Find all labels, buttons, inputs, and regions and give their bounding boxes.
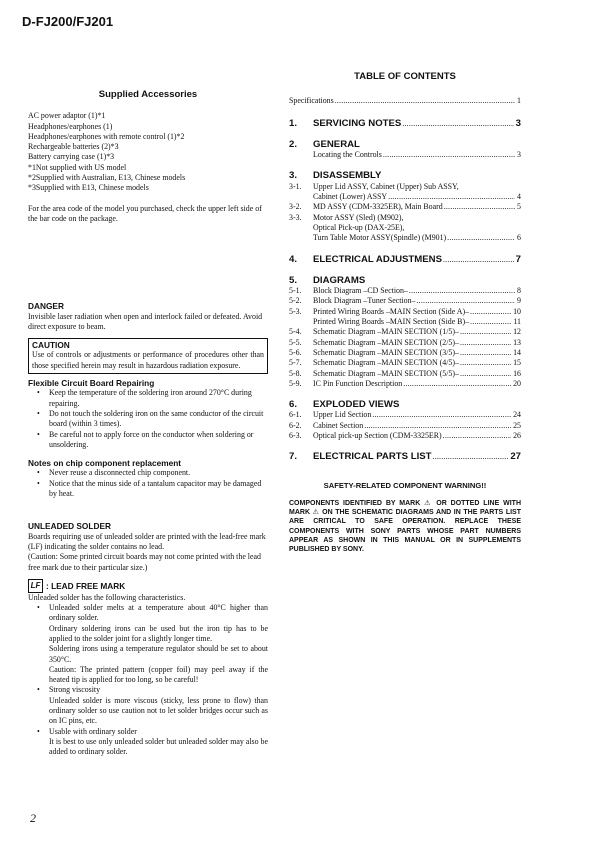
toc-page: 1 xyxy=(517,96,521,106)
toc-entry-label: Schematic Diagram –MAIN SECTION (1/5)– xyxy=(313,327,459,337)
toc-page: 7 xyxy=(515,253,521,265)
toc-entry-label: Optical pick-up Section (CDM-3325ER) xyxy=(313,431,442,441)
toc-entry-label: Specifications xyxy=(289,96,334,106)
toc-entry-number: 3-1. xyxy=(289,181,302,191)
toc-entry-label: Motor ASSY (Sled) (M902), xyxy=(313,212,404,222)
toc-entry-number: 5-1. xyxy=(289,286,302,296)
toc-leader-dots xyxy=(470,317,511,327)
toc-entry-label: MD ASSY (CDM-3325ER), Main Board xyxy=(313,202,443,212)
toc-section-number: 2. xyxy=(289,138,298,150)
area-code-note: For the area code of the model you purchased, check the upper left side of the bar code on the package. xyxy=(28,203,262,223)
page-number: 2 xyxy=(30,811,36,825)
toc-section-1[interactable] xyxy=(289,119,521,129)
toc-section-5[interactable] xyxy=(289,276,521,286)
chip-replace-list xyxy=(28,468,268,499)
toc-page: 15 xyxy=(513,358,521,368)
model-title: D-FJ200/FJ201 xyxy=(22,14,114,29)
bullet-item: • Notice that the minus side of a tantalum capacitor may be damaged by heat. xyxy=(28,479,268,500)
toc-leader-dots xyxy=(460,327,511,337)
toc-entry-label: Cabinet Section xyxy=(313,420,364,430)
bullet-item: • Strong viscosity xyxy=(28,685,268,695)
toc-leader-dots xyxy=(444,202,515,212)
toc-entry[interactable] xyxy=(289,410,521,420)
toc-leader-dots xyxy=(417,296,516,306)
toc-entry[interactable] xyxy=(289,338,521,348)
toc-page: 10 xyxy=(513,306,521,316)
toc-page: 6 xyxy=(517,233,521,243)
toc-entry-number: 5-4. xyxy=(289,327,302,337)
toc-entry-label: Turn Table Motor ASSY(Spindle) (M901) xyxy=(313,233,447,243)
toc-entry[interactable] xyxy=(289,327,521,337)
toc-entry-number: 5-7. xyxy=(289,358,302,368)
safety-text: COMPONENTS IDENTIFIED BY MARK ⚠ OR DOTTED LINE WITH MARK ⚠ ON THE SCHEMATIC DIAGRAMS AND IN THE PARTS LIST ARE CRITICAL TO SAFE OPERATION. REPLACE THESE COMPONENTS WITH SONY PARTS WHOSE PART NUMBERS APPEAR AS SHOWN IN THIS MANUAL OR IN SUPPLEMENTS PUBLISHED BY SONY. xyxy=(289,499,521,553)
lead-free-label: : LEAD FREE MARK xyxy=(46,580,126,591)
toc-leader-dots xyxy=(364,421,511,431)
toc-section-number: 4. xyxy=(289,253,298,265)
accessories-list xyxy=(28,111,268,193)
toc-entry-label: Schematic Diagram –MAIN SECTION (4/5)– xyxy=(313,358,459,368)
bullet-item: • Usable with ordinary solder xyxy=(28,727,268,737)
toc-entry[interactable] xyxy=(289,192,521,202)
left-column xyxy=(28,90,268,758)
unleaded-text-2: (Caution: Some printed circuit boards may not come printed with the lead free mark due to their particular size.) xyxy=(28,552,261,572)
toc-entry[interactable] xyxy=(289,307,521,317)
toc-page: 8 xyxy=(517,286,521,296)
unleaded-title: UNLEADED SOLDER xyxy=(28,521,111,532)
toc-entry[interactable] xyxy=(289,317,521,327)
danger-text: Invisible laser radiation when open and interlock failed or defeated. Avoid direct exposure to beam. xyxy=(28,311,263,331)
toc-leader-dots xyxy=(409,286,515,296)
toc-entry[interactable] xyxy=(289,369,521,379)
toc-page: 3 xyxy=(515,117,521,129)
toc-entry-label: Upper Lid Section xyxy=(313,410,372,420)
toc-section-3[interactable] xyxy=(289,171,521,181)
toc-section-6[interactable] xyxy=(289,400,521,410)
toc-entry-number: 5-2. xyxy=(289,296,302,306)
toc-sections xyxy=(289,107,521,463)
toc-entry[interactable] xyxy=(289,233,521,243)
unleaded-intro: Unleaded solder has the following characteristics. xyxy=(28,592,186,602)
toc-entry-number: 3-3. xyxy=(289,212,302,222)
toc-entry-label: Block Diagram –Tuner Section– xyxy=(313,296,416,306)
toc-section-number: 3. xyxy=(289,170,298,182)
safety-title: SAFETY-RELATED COMPONENT WARNING!! xyxy=(323,480,487,490)
bullet-item: • Be careful not to apply force on the conductor when soldering or unsoldering. xyxy=(28,430,268,451)
toc-section-7[interactable] xyxy=(289,452,521,462)
bullet-item: • Unleaded solder melts at a temperature about 40°C higher than ordinary solder. xyxy=(28,603,268,624)
toc-leader-dots xyxy=(433,452,509,462)
toc-entry-number: 6-1. xyxy=(289,410,302,420)
toc-section-title: GENERAL xyxy=(313,138,360,150)
toc-entry-number: 6-2. xyxy=(289,420,302,430)
toc-entry-label: Schematic Diagram –MAIN SECTION (3/5)– xyxy=(313,347,459,357)
toc-leader-dots xyxy=(460,338,511,348)
bullet-item: • Never reuse a disconnected chip component. xyxy=(28,468,268,478)
bullet-detail: Soldering irons using a temperature regulator should be set to about 350°C. xyxy=(49,644,268,664)
toc-page: 20 xyxy=(513,378,521,388)
toc-entry-label: Schematic Diagram –MAIN SECTION (2/5)– xyxy=(313,337,459,347)
accessory-item: Battery carrying case (1)*3 xyxy=(28,152,115,162)
toc-page: 27 xyxy=(510,451,521,463)
caution-title: CAUTION xyxy=(32,340,70,351)
caution-box xyxy=(28,338,268,374)
toc-entry[interactable] xyxy=(289,296,521,306)
toc-section-number: 1. xyxy=(289,117,298,129)
accessory-item: AC power adaptor (1)*1 xyxy=(28,111,106,121)
toc-leader-dots xyxy=(372,410,511,420)
toc-section-number: 7. xyxy=(289,451,298,463)
bullet-detail: Ordinary soldering irons can be used but the iron tip has to be applied to the solder joint for a slightly longer time. xyxy=(49,623,268,643)
accessory-item: Rechargeable batteries (2)*3 xyxy=(28,142,119,152)
accessory-item: *3Supplied with E13, Chinese models xyxy=(28,183,149,193)
bullet-detail: Unleaded solder is more viscous (sticky, less prone to flow) than ordinary solder so use caution not to let solder bridges occur such as on IC pins, etc. xyxy=(49,695,268,726)
lead-free-icon: LF xyxy=(28,579,43,593)
toc-section-title: ELECTRICAL ADJUSTMENS xyxy=(313,253,442,265)
toc-section-number: 5. xyxy=(289,274,298,286)
toc-leader-dots xyxy=(460,358,511,368)
toc-section-4[interactable] xyxy=(289,255,521,265)
toc-section-number: 6. xyxy=(289,399,298,411)
lead-free-mark xyxy=(28,579,268,593)
toc-leader-dots xyxy=(403,379,511,389)
toc-page: 24 xyxy=(513,410,521,420)
toc-entry-number: 5-8. xyxy=(289,368,302,378)
toc-section-title: DIAGRAMS xyxy=(313,274,366,286)
toc-entry-label: Printed Wiring Boards –MAIN Section (Side A)– xyxy=(313,306,470,316)
toc-leader-dots xyxy=(470,307,511,317)
unleaded-text-1: Boards requiring use of unleaded solder are printed with the lead-free mark (LF) indicating the solder contains no lead. xyxy=(28,531,266,551)
chip-replace-title: Notes on chip component replacement xyxy=(28,458,182,469)
accessories-title: Supplied Accessories xyxy=(98,89,198,100)
toc-entry[interactable] xyxy=(289,358,521,368)
toc-entry[interactable] xyxy=(289,348,521,358)
toc-page: 14 xyxy=(513,347,521,357)
accessory-item: *2Supplied with Australian, E13, Chinese models xyxy=(28,173,186,183)
toc-entry-label: Printed Wiring Boards –MAIN Section (Side B)– xyxy=(313,317,470,327)
toc-entry[interactable] xyxy=(289,431,521,441)
toc-entry[interactable] xyxy=(289,286,521,296)
toc-leader-dots xyxy=(402,119,513,129)
toc-leader-dots xyxy=(460,369,511,379)
toc-entry-label: Locating the Controls xyxy=(313,150,382,160)
toc-leader-dots xyxy=(443,255,514,265)
toc-page: 4 xyxy=(517,192,521,202)
toc-page: 12 xyxy=(513,327,521,337)
bullet-detail: Caution: The printed pattern (copper foil) may peel away if the heated tip is applied for too long, so be careful! xyxy=(49,664,268,685)
toc-leader-dots xyxy=(460,348,511,358)
accessory-item: *1Not supplied with US model xyxy=(28,162,127,172)
toc-leader-dots xyxy=(447,233,515,243)
caution-text: Use of controls or adjustments or performance of procedures other than those specified herein may result in hazardous radiation exposure. xyxy=(32,350,264,370)
accessory-item: Headphones/earphones with remote control (1)*2 xyxy=(28,131,185,141)
toc-entry xyxy=(289,182,521,192)
toc-entry xyxy=(289,213,521,223)
toc-page: 9 xyxy=(517,296,521,306)
toc-entry-number: 6-3. xyxy=(289,431,302,441)
toc-section-title: ELECTRICAL PARTS LIST xyxy=(313,451,432,463)
toc-entry-label: Upper Lid ASSY, Cabinet (Upper) Sub ASSY, xyxy=(313,181,459,191)
toc-entry-number: 5-9. xyxy=(289,378,302,388)
toc-entry-label: IC Pin Function Description xyxy=(313,378,403,388)
toc-entry[interactable] xyxy=(289,421,521,431)
toc-gap xyxy=(289,244,521,255)
bullet-item: • Keep the temperature of the soldering iron around 270°C during repairing. xyxy=(28,388,268,409)
bullet-detail: It is best to use only unleaded solder but unleaded solder may also be added to ordinary solder. xyxy=(49,736,268,757)
toc-entry[interactable] xyxy=(289,379,521,389)
toc-page: 16 xyxy=(513,368,521,378)
toc-entry-label: Block Diagram –CD Section– xyxy=(313,286,408,296)
toc-title: TABLE OF CONTENTS xyxy=(354,71,456,82)
toc-section-title: SERVICING NOTES xyxy=(313,117,402,129)
flex-repair-title: Flexible Circuit Board Repairing xyxy=(28,378,155,389)
toc-page: 13 xyxy=(513,337,521,347)
toc-entry-number: 5-6. xyxy=(289,347,302,357)
toc-entry xyxy=(289,223,521,233)
toc-entry-label: Cabinet (Lower) ASSY xyxy=(313,192,388,202)
toc-entry-number: 5-5. xyxy=(289,337,302,347)
accessory-item: Headphones/earphones (1) xyxy=(28,121,113,131)
toc-entry-number: 5-3. xyxy=(289,306,302,316)
toc-page: 26 xyxy=(513,431,521,441)
toc-entry[interactable] xyxy=(289,202,521,212)
toc-leader-dots xyxy=(383,150,515,160)
flex-repair-list xyxy=(28,388,268,450)
toc-leader-dots xyxy=(388,192,515,202)
toc-section-title: DISASSEMBLY xyxy=(313,170,382,182)
toc-entry[interactable] xyxy=(289,150,521,160)
toc-entry-specifications[interactable] xyxy=(289,96,521,106)
toc-page: 25 xyxy=(513,420,521,430)
toc-page: 5 xyxy=(517,202,521,212)
toc-entry-number: 3-2. xyxy=(289,202,302,212)
toc-gap xyxy=(289,107,521,119)
toc-leader-dots xyxy=(335,96,515,106)
toc-section-title: EXPLODED VIEWS xyxy=(313,399,400,411)
unleaded-characteristics-list xyxy=(28,603,268,757)
toc-page: 3 xyxy=(517,150,521,160)
toc-leader-dots xyxy=(443,431,511,441)
toc-entry-label: Optical Pick-up (DAX-25E), xyxy=(313,222,405,232)
bullet-item: • Do not touch the soldering iron on the same conductor of the circuit board (within 3 times). xyxy=(28,409,268,430)
danger-title: DANGER xyxy=(28,301,64,312)
right-column xyxy=(289,72,521,554)
toc-entry-label: Schematic Diagram –MAIN SECTION (5/5)– xyxy=(313,368,459,378)
toc-page: 11 xyxy=(513,317,521,327)
toc-section-2[interactable] xyxy=(289,140,521,150)
